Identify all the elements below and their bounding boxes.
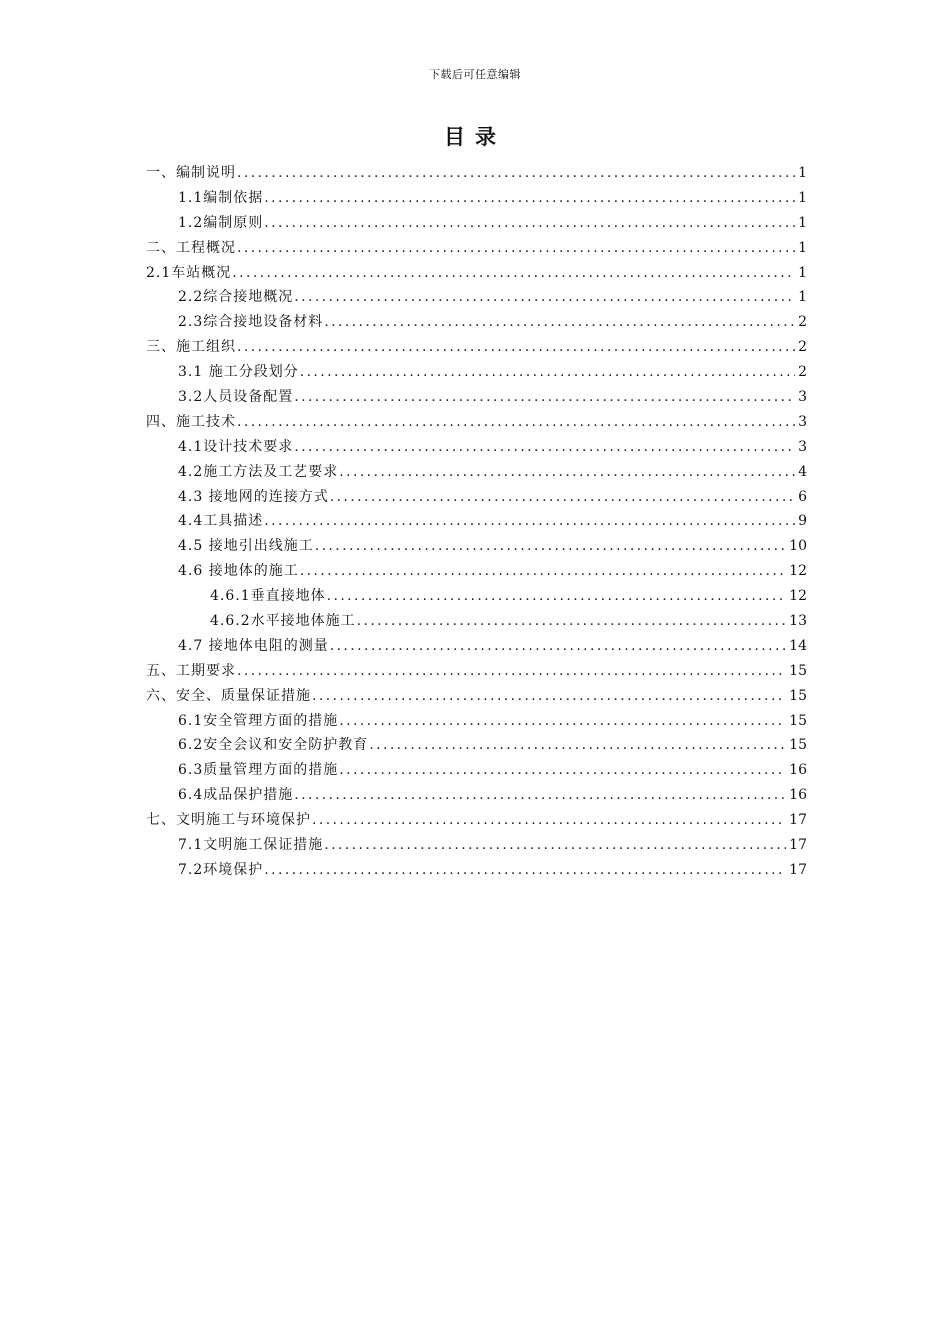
toc-entry-label: 3.2人员设备配置 (178, 389, 294, 406)
toc-leader-dots (357, 609, 787, 634)
toc-entry-label: 4.6.2水平接地体施工 (210, 613, 356, 630)
toc-leader-dots (339, 709, 786, 734)
toc-entry-page: 1 (798, 165, 807, 181)
toc-title: 目录 (444, 125, 506, 149)
toc-entry[interactable] (146, 808, 807, 833)
toc-entry-label: 6.2安全会议和安全防护教育 (178, 737, 369, 754)
toc-entry-page: 17 (789, 837, 807, 854)
toc-leader-dots (237, 161, 795, 186)
toc-entry-page: 15 (789, 687, 807, 704)
toc-entry[interactable] (146, 410, 807, 435)
toc-entry-label: 一、编制说明 (146, 165, 236, 181)
toc-entry-page: 6 (798, 488, 807, 505)
toc-entry-label: 2.1车站概况 (146, 264, 232, 281)
toc-entry[interactable] (146, 435, 807, 460)
toc-entry-page: 2 (798, 314, 807, 331)
toc-entry-label: 2.3综合接地设备材料 (178, 314, 324, 331)
toc-leader-dots (294, 385, 795, 410)
toc-entry[interactable] (146, 186, 807, 211)
toc-leader-dots (264, 186, 795, 211)
toc-entry-page: 10 (789, 538, 807, 555)
toc-leader-dots (324, 310, 795, 335)
toc-entry-page: 4 (798, 463, 807, 480)
toc-entry-label: 1.2编制原则 (178, 214, 264, 231)
toc-entry-page: 15 (789, 662, 807, 679)
toc-entry-page: 12 (789, 588, 807, 605)
toc-entry-label: 四、施工技术 (146, 413, 236, 430)
toc-entry-label: 二、工程概况 (146, 239, 236, 256)
toc-entry-page: 12 (789, 563, 807, 580)
toc-entry-label: 三、施工组织 (146, 339, 236, 356)
toc-entry[interactable] (146, 509, 807, 534)
toc-entry-label: 6.3质量管理方面的措施 (178, 762, 339, 779)
toc-entry[interactable] (146, 634, 807, 659)
toc-entry[interactable] (146, 285, 807, 310)
toc-leader-dots (300, 360, 795, 385)
toc-entry-label: 6.1安全管理方面的措施 (178, 712, 339, 729)
toc-entry-label: 6.4成品保护措施 (178, 787, 294, 804)
toc-leader-dots (237, 410, 795, 435)
toc-leader-dots (264, 509, 795, 534)
toc-leader-dots (330, 634, 786, 659)
toc-leader-dots (300, 559, 786, 584)
toc-entry-page: 1 (798, 239, 807, 256)
toc-entry-page: 16 (789, 787, 807, 804)
toc-leader-dots (324, 833, 786, 858)
toc-entry-page: 2 (798, 339, 807, 356)
toc-entry-page: 1 (798, 189, 807, 206)
toc-entry-label: 4.4工具描述 (178, 513, 264, 530)
toc-entry-page: 1 (798, 264, 807, 281)
toc-entry-label: 4.5 接地引出线施工 (178, 538, 314, 555)
toc-leader-dots (330, 485, 795, 510)
toc-entry-label: 7.1文明施工保证措施 (178, 837, 324, 854)
toc-entry[interactable] (146, 684, 807, 709)
toc-leader-dots (294, 435, 795, 460)
toc-entry[interactable] (146, 335, 807, 360)
toc-leader-dots (315, 534, 786, 559)
toc-entry-label: 五、工期要求 (146, 662, 236, 679)
toc-entry-label: 3.1 施工分段划分 (178, 364, 299, 381)
toc-entry-label: 4.6.1垂直接地体 (210, 588, 326, 605)
toc-leader-dots (264, 858, 786, 883)
toc-entry[interactable] (146, 584, 807, 609)
toc-leader-dots (232, 261, 795, 286)
toc-leader-dots (312, 684, 786, 709)
toc-entry[interactable] (146, 709, 807, 734)
toc-leader-dots (327, 584, 787, 609)
toc-entry-page: 14 (789, 637, 807, 654)
toc-entry-page: 2 (798, 364, 807, 381)
toc-entry[interactable] (146, 236, 807, 261)
header-note: 下载后可任意编辑 (429, 68, 521, 81)
toc-leader-dots (294, 783, 786, 808)
toc-entry[interactable] (146, 559, 807, 584)
toc-leader-dots (264, 211, 795, 236)
toc-entry-label: 4.2施工方法及工艺要求 (178, 463, 339, 480)
toc-leader-dots (237, 335, 795, 360)
toc-entry-page: 15 (789, 712, 807, 729)
toc-entry-label: 七、文明施工与环境保护 (146, 812, 311, 829)
toc-entry-label: 4.3 接地网的连接方式 (178, 488, 329, 505)
toc-entry-label: 1.1编制依据 (178, 189, 264, 206)
toc-entry[interactable] (146, 211, 807, 236)
toc-entry-page: 3 (798, 389, 807, 406)
toc-entry[interactable] (146, 310, 807, 335)
toc-entry-label: 2.2综合接地概况 (178, 289, 294, 306)
toc-leader-dots (369, 733, 786, 758)
toc-entry-page: 1 (798, 214, 807, 231)
toc-entry[interactable] (146, 758, 807, 783)
toc-entry-page: 15 (789, 737, 807, 754)
toc-entry[interactable] (146, 833, 807, 858)
toc-entry[interactable] (146, 783, 807, 808)
toc-entry-page: 3 (798, 438, 807, 455)
toc-entry[interactable] (146, 609, 807, 634)
toc-entry-label: 7.2环境保护 (178, 861, 264, 878)
toc-entry-label: 4.7 接地体电阻的测量 (178, 637, 329, 654)
toc-entry-page: 17 (789, 861, 807, 878)
toc-entry-page: 16 (789, 762, 807, 779)
toc-entry-page: 17 (789, 812, 807, 829)
toc-leader-dots (237, 659, 786, 684)
toc-entry-label: 4.1设计技术要求 (178, 438, 294, 455)
toc-entry-page: 3 (798, 413, 807, 430)
toc-entry[interactable] (146, 460, 807, 485)
toc-entry-page: 13 (789, 613, 807, 630)
toc-entry-label: 4.6 接地体的施工 (178, 563, 299, 580)
toc-leader-dots (339, 460, 795, 485)
toc-leader-dots (294, 285, 795, 310)
toc-entry[interactable] (146, 858, 807, 883)
table-of-contents (146, 161, 807, 883)
toc-entry[interactable] (146, 161, 807, 186)
toc-entry-label: 六、安全、质量保证措施 (146, 687, 311, 704)
toc-entry[interactable] (146, 733, 807, 758)
toc-entry[interactable] (146, 385, 807, 410)
toc-entry[interactable] (146, 534, 807, 559)
toc-entry[interactable] (146, 360, 807, 385)
toc-leader-dots (237, 236, 795, 261)
toc-entry-page: 9 (798, 513, 807, 530)
toc-entry[interactable] (146, 485, 807, 510)
toc-entry[interactable] (146, 659, 807, 684)
toc-leader-dots (312, 808, 786, 833)
toc-entry[interactable] (146, 261, 807, 286)
toc-leader-dots (339, 758, 786, 783)
toc-entry-page: 1 (798, 289, 807, 306)
